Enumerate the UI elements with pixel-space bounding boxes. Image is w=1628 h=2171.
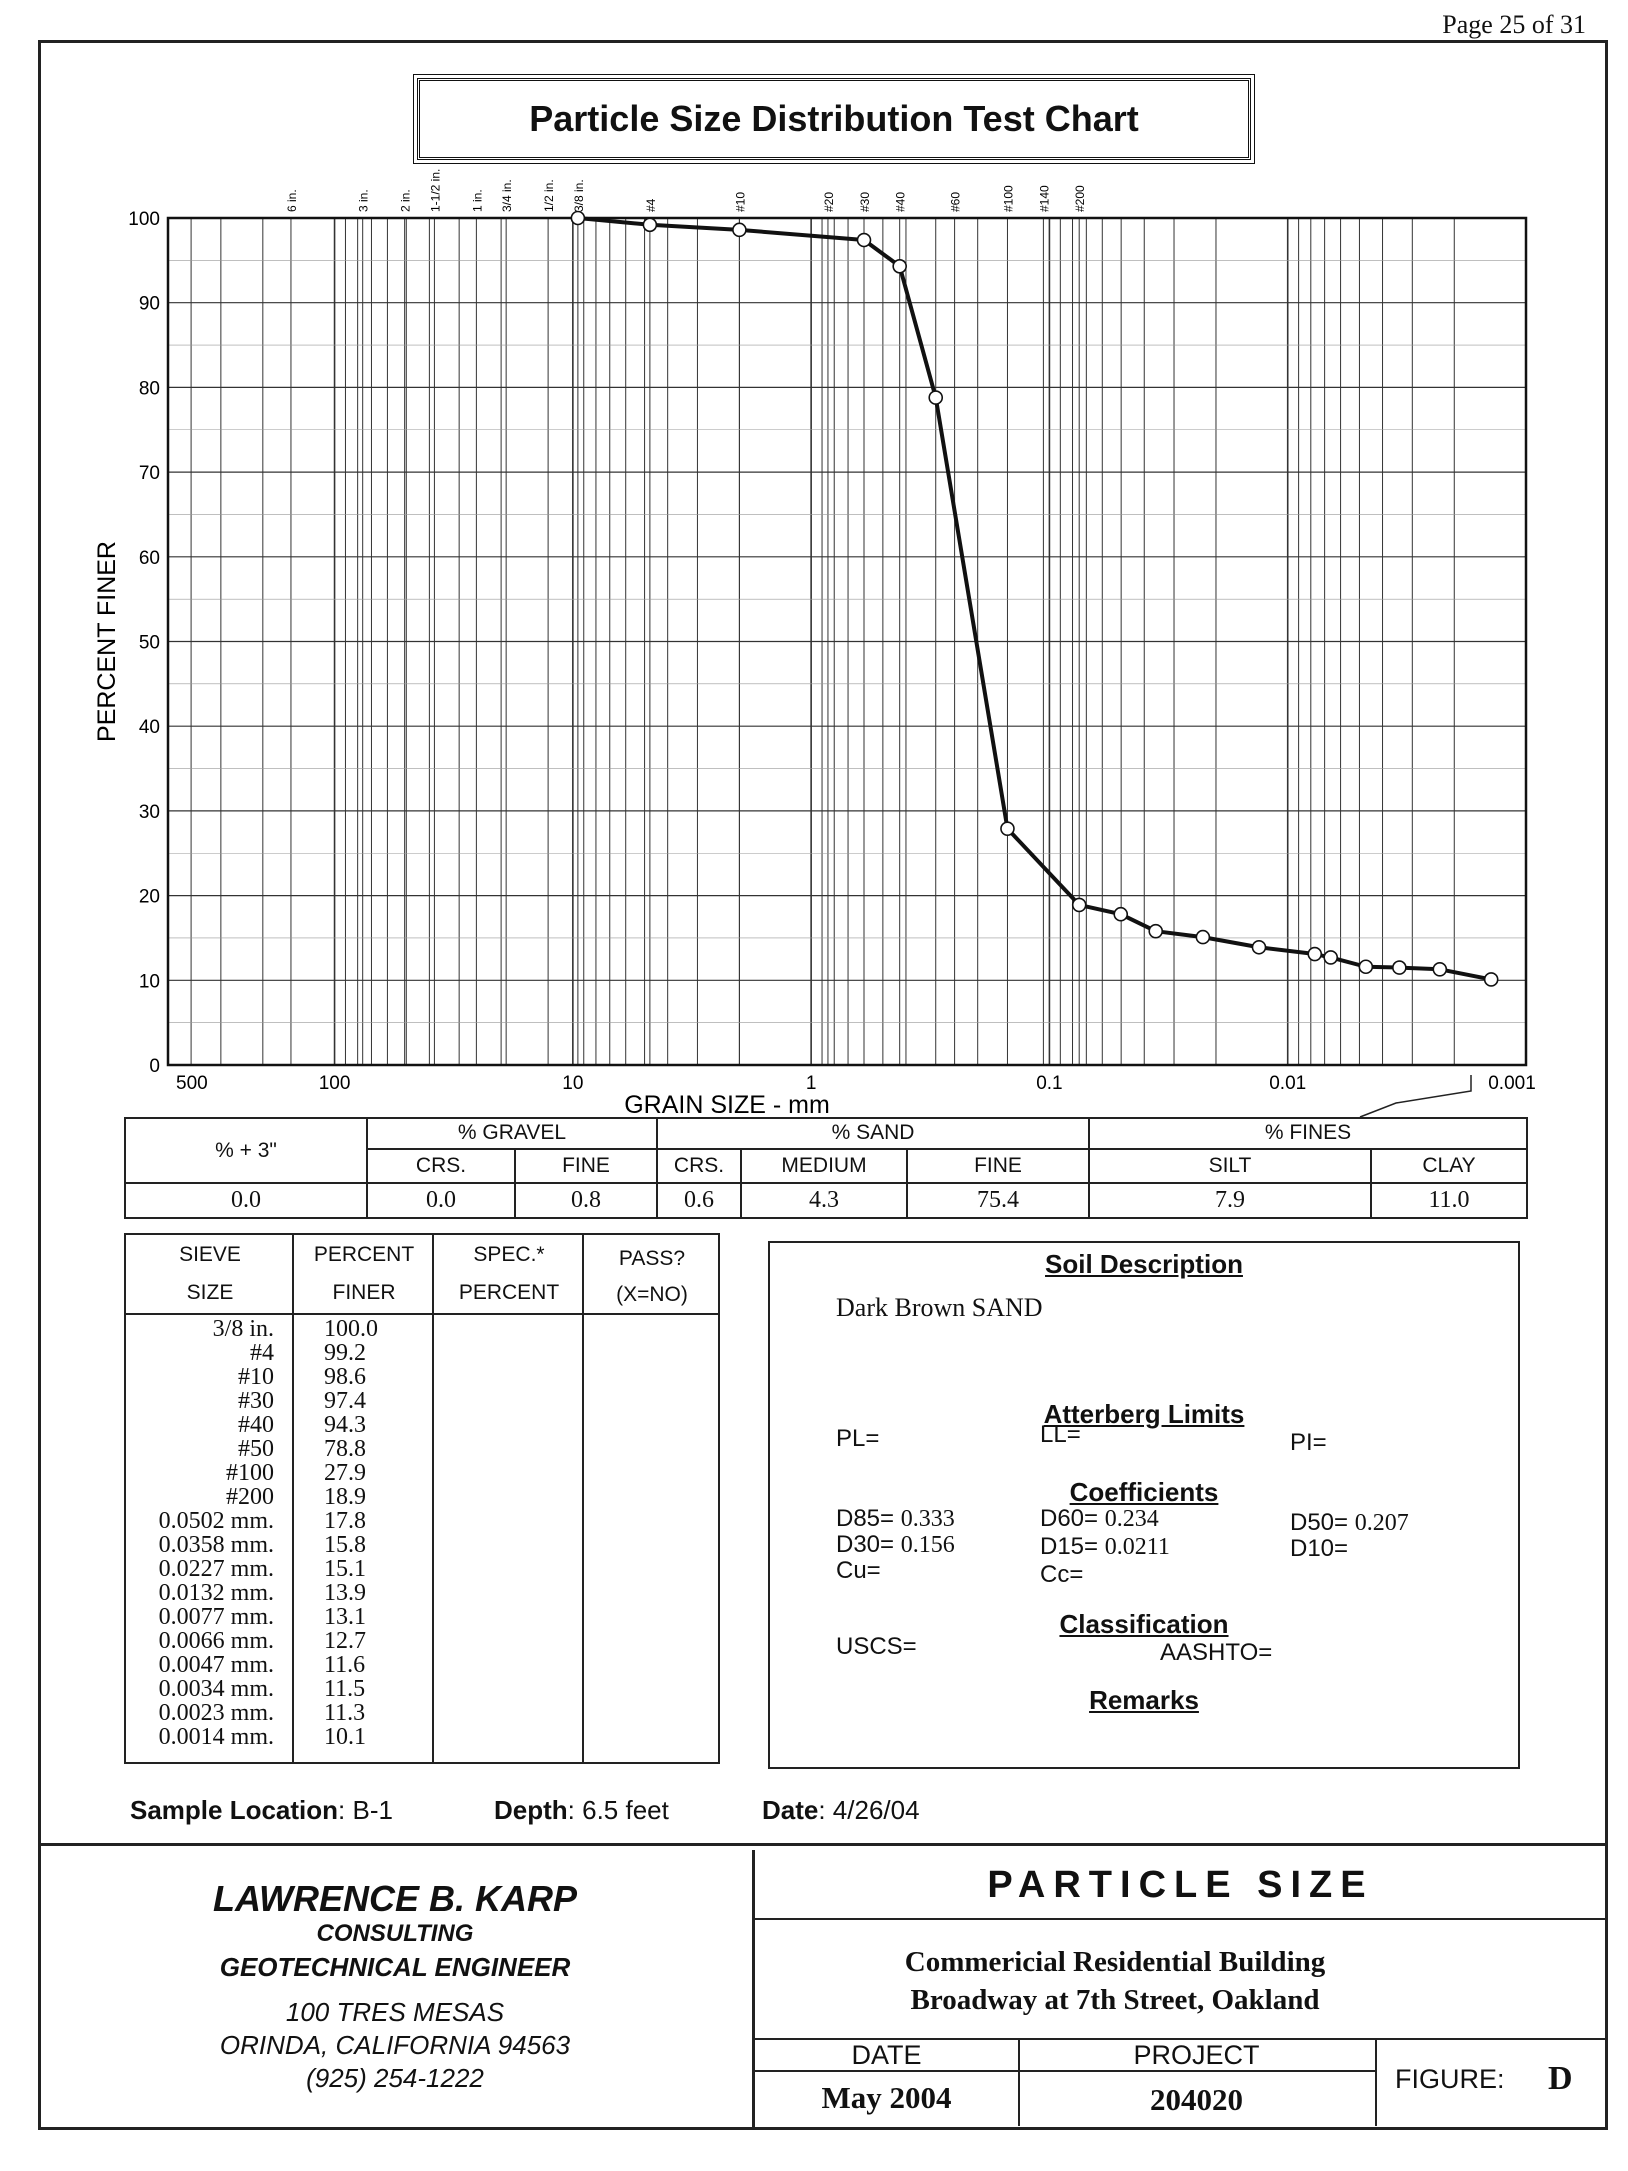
sample-depth: Depth: 6.5 feet xyxy=(494,1795,669,1825)
y-tick-label: 50 xyxy=(138,632,160,654)
sieve-size-cell: #30 xyxy=(238,1388,274,1414)
report-title: PARTICLE SIZE xyxy=(987,1864,1374,1906)
percent-finer-cell: 94.3 xyxy=(324,1412,366,1438)
data-point xyxy=(1001,822,1014,835)
project-name-2: Broadway at 7th Street, Oakland xyxy=(910,1984,1320,2016)
remarks-title: Remarks xyxy=(1089,1685,1199,1715)
data-point xyxy=(857,234,870,247)
silt-header: SILT xyxy=(1089,1149,1371,1184)
y-tick-label: 70 xyxy=(138,463,160,485)
x-axis-label: GRAIN SIZE - mm xyxy=(624,1091,830,1119)
fines-header: % FINES xyxy=(1089,1118,1527,1149)
sand-fine-value: 75.4 xyxy=(907,1183,1089,1218)
project-label: PROJECT xyxy=(1133,2040,1260,2070)
coefficients-title: Coefficients xyxy=(1069,1477,1219,1507)
data-point xyxy=(1324,951,1337,964)
sand-medium-value: 4.3 xyxy=(741,1183,907,1218)
figure-label: FIGURE: xyxy=(1395,2064,1505,2094)
pi-label: PI= xyxy=(1290,1429,1327,1456)
sieve-label: 3/8 in. xyxy=(571,179,586,212)
sieve-label: 2 in. xyxy=(398,189,413,212)
soil-description-title: Soil Description xyxy=(1045,1249,1243,1279)
percent-finer-header: PERCENT xyxy=(313,1243,415,1266)
y-tick-label: 10 xyxy=(138,971,160,993)
sieve-size-cell: 0.0227 mm. xyxy=(158,1556,274,1582)
gravel-fine-value: 0.8 xyxy=(515,1183,657,1218)
sieve-size-cell: 0.0358 mm. xyxy=(158,1532,274,1558)
data-point xyxy=(1308,948,1321,961)
y-tick-label: 90 xyxy=(138,293,160,315)
d10-label: D10= xyxy=(1290,1535,1349,1562)
y-tick-label: 20 xyxy=(138,886,160,908)
gradation-curve xyxy=(578,218,1491,979)
sieve-size-cell: #4 xyxy=(250,1340,274,1366)
atterberg-title: Atterberg Limits xyxy=(1043,1399,1245,1429)
y-tick-label: 100 xyxy=(128,209,160,230)
sample-location: Sample Location: B-1 xyxy=(130,1795,393,1825)
data-point xyxy=(1433,963,1446,976)
sieve-size-cell: 3/8 in. xyxy=(212,1316,274,1342)
ll-label: LL= xyxy=(1040,1421,1081,1448)
sieve-label: #200 xyxy=(1073,185,1088,212)
sieve-size-cell: #200 xyxy=(226,1484,274,1510)
pl-label: PL= xyxy=(836,1425,880,1452)
company-line2: GEOTECHNICAL ENGINEER xyxy=(219,1952,571,1982)
d50-value: 0.207 xyxy=(1354,1510,1409,1536)
title-block xyxy=(752,1850,1606,2128)
data-point xyxy=(893,260,906,273)
sieve-size-cell: #10 xyxy=(238,1364,274,1390)
d30-label: D30= xyxy=(836,1531,895,1558)
data-point xyxy=(1359,960,1372,973)
data-point xyxy=(1485,973,1498,986)
sieve-label: #60 xyxy=(948,191,963,212)
x-tick-label: 10 xyxy=(562,1073,584,1094)
data-point xyxy=(1196,931,1209,944)
sieve-size-cell: 0.0066 mm. xyxy=(158,1628,274,1654)
cu-label: Cu= xyxy=(836,1557,881,1584)
y-tick-label: 80 xyxy=(138,378,160,400)
percent-finer-cell: 98.6 xyxy=(324,1364,366,1390)
sand-coarse-value: 0.6 xyxy=(657,1183,741,1218)
chart-title: Particle Size Distribution Test Chart xyxy=(417,78,1251,160)
sieve-label: #10 xyxy=(733,191,748,212)
percent-finer-cell: 15.8 xyxy=(324,1532,366,1558)
sieve-size-header: SIEVE xyxy=(179,1243,241,1266)
sand-medium-header: MEDIUM xyxy=(741,1149,907,1184)
data-point xyxy=(1393,961,1406,974)
gravel-fine-header: FINE xyxy=(515,1149,657,1184)
data-point xyxy=(1073,898,1086,911)
d85-value: 0.333 xyxy=(900,1506,955,1532)
sieve-label: 1-1/2 in. xyxy=(428,168,443,212)
d85-label: D85= xyxy=(836,1505,895,1532)
data-point xyxy=(1252,941,1265,954)
percent-finer-cell: 11.6 xyxy=(324,1652,366,1678)
sample-date: Date: 4/26/04 xyxy=(762,1795,920,1825)
y-tick-label: 0 xyxy=(149,1056,160,1077)
sieve-label: 1 in. xyxy=(470,189,485,212)
gravel-coarse-value: 0.0 xyxy=(367,1183,515,1218)
clay-header: CLAY xyxy=(1371,1149,1527,1184)
percent-finer-column xyxy=(324,1317,424,1749)
sieve-label: 3 in. xyxy=(356,189,371,212)
company-address2: ORINDA, CALIFORNIA 94563 xyxy=(219,2030,571,2060)
percent-finer-cell: 13.1 xyxy=(324,1604,366,1630)
percent-finer-cell: 15.1 xyxy=(324,1556,366,1582)
sieve-size-cell: 0.0502 mm. xyxy=(158,1508,274,1534)
percent-finer-cell: 97.4 xyxy=(324,1388,366,1414)
data-point xyxy=(929,391,942,404)
d15-value: 0.0211 xyxy=(1104,1534,1170,1560)
cc-label: Cc= xyxy=(1040,1561,1084,1588)
soil-description-text: Dark Brown SAND xyxy=(836,1293,1043,1322)
fraction-table xyxy=(124,1117,1528,1219)
x-tick-label: 0.01 xyxy=(1269,1073,1307,1094)
figure-value: D xyxy=(1548,2060,1573,2097)
company-line1: CONSULTING xyxy=(316,1920,474,1947)
x-tick-label: 0.001 xyxy=(1488,1073,1536,1094)
gravel-header: % GRAVEL xyxy=(367,1118,657,1149)
sieve-label: #4 xyxy=(643,198,658,212)
data-point xyxy=(1114,908,1127,921)
percent-finer-cell: 17.8 xyxy=(324,1508,366,1534)
data-point xyxy=(733,223,746,236)
company-phone: (925) 254-1222 xyxy=(306,2063,484,2093)
project-name-1: Commericial Residential Building xyxy=(904,1946,1326,1978)
date-value: May 2004 xyxy=(821,2080,952,2115)
x-tick-label: 0.1 xyxy=(1036,1073,1063,1094)
sieve-label: #100 xyxy=(1001,185,1016,212)
sieve-size-cell: #50 xyxy=(238,1436,274,1462)
plus3-value: 0.0 xyxy=(125,1183,367,1218)
y-tick-label: 60 xyxy=(138,547,160,569)
plus3-header: % + 3" xyxy=(125,1118,367,1183)
aashto-label: AASHTO= xyxy=(1160,1639,1273,1666)
sieve-label: #40 xyxy=(893,191,908,212)
d60-value: 0.234 xyxy=(1104,1506,1159,1532)
sieve-size-cell: 0.0034 mm. xyxy=(158,1676,274,1702)
sieve-size-cell: 0.0077 mm. xyxy=(158,1604,274,1630)
data-point xyxy=(1149,925,1162,938)
sieve-size-cell: 0.0132 mm. xyxy=(158,1580,274,1606)
percent-finer-cell: 78.8 xyxy=(324,1436,366,1462)
data-point xyxy=(571,212,584,225)
footer-divider xyxy=(38,1843,1608,1846)
uscs-label: USCS= xyxy=(836,1633,917,1660)
sand-coarse-header: CRS. xyxy=(657,1149,741,1184)
percent-finer-cell: 18.9 xyxy=(324,1484,366,1510)
percent-finer-cell: 10.1 xyxy=(324,1724,366,1750)
sieve-size-cell: 0.0014 mm. xyxy=(158,1724,274,1750)
sieve-label: 1/2 in. xyxy=(542,179,557,212)
classification-title: Classification xyxy=(1059,1609,1229,1639)
x-tick-label: 100 xyxy=(318,1073,351,1094)
company-name: LAWRENCE B. KARP xyxy=(212,1878,577,1919)
y-tick-label: 40 xyxy=(138,717,160,739)
sieve-label: #20 xyxy=(821,191,836,212)
date-label: DATE xyxy=(851,2040,922,2070)
silt-value: 7.9 xyxy=(1089,1183,1371,1218)
sieve-table xyxy=(124,1233,720,1764)
y-tick-label: 30 xyxy=(138,801,160,823)
company-block xyxy=(160,1878,630,2094)
percent-finer-cell: 99.2 xyxy=(324,1340,366,1366)
spec-header-2: PERCENT xyxy=(458,1281,560,1304)
percent-finer-cell: 27.9 xyxy=(324,1460,366,1486)
y-axis-label: PERCENT FINER xyxy=(93,541,121,742)
d15-label: D15= xyxy=(1040,1533,1099,1560)
soil-description-box xyxy=(768,1241,1520,1769)
clay-value: 11.0 xyxy=(1371,1183,1527,1218)
d50-label: D50= xyxy=(1290,1509,1349,1536)
d60-label: D60= xyxy=(1040,1505,1099,1532)
sand-header: % SAND xyxy=(657,1118,1089,1149)
percent-finer-cell: 11.5 xyxy=(324,1676,366,1702)
leader-line xyxy=(1360,1075,1471,1117)
sieve-size-cell: #40 xyxy=(238,1412,274,1438)
percent-finer-header-2: FINER xyxy=(332,1281,396,1304)
sieve-size-header-2: SIZE xyxy=(186,1281,234,1304)
x-tick-label: 1 xyxy=(805,1073,817,1094)
gravel-coarse-header: CRS. xyxy=(367,1149,515,1184)
sieve-size-cell: #100 xyxy=(226,1460,274,1486)
d30-value: 0.156 xyxy=(900,1532,955,1558)
percent-finer-cell: 13.9 xyxy=(324,1580,366,1606)
pass-header-2: (X=NO) xyxy=(616,1283,688,1306)
pass-header: PASS? xyxy=(618,1247,686,1270)
sieve-label: #30 xyxy=(857,191,872,212)
sand-fine-header: FINE xyxy=(907,1149,1089,1184)
sieve-size-cell: 0.0023 mm. xyxy=(158,1700,274,1726)
percent-finer-cell: 100.0 xyxy=(324,1316,378,1342)
percent-finer-cell: 12.7 xyxy=(324,1628,366,1654)
sieve-size-column xyxy=(126,1317,274,1749)
sieve-label: 3/4 in. xyxy=(500,179,515,212)
percent-finer-cell: 11.3 xyxy=(324,1700,366,1726)
sieve-label: 6 in. xyxy=(284,189,299,212)
project-number: 204020 xyxy=(1150,2082,1243,2117)
page-number: Page 25 of 31 xyxy=(1442,10,1586,39)
x-tick-label: 500 xyxy=(176,1073,208,1094)
sieve-label: #140 xyxy=(1037,185,1052,212)
sieve-size-cell: 0.0047 mm. xyxy=(158,1652,274,1678)
company-address1: 100 TRES MESAS xyxy=(285,1997,505,2027)
data-point xyxy=(643,218,656,231)
spec-header: SPEC.* xyxy=(473,1243,545,1266)
